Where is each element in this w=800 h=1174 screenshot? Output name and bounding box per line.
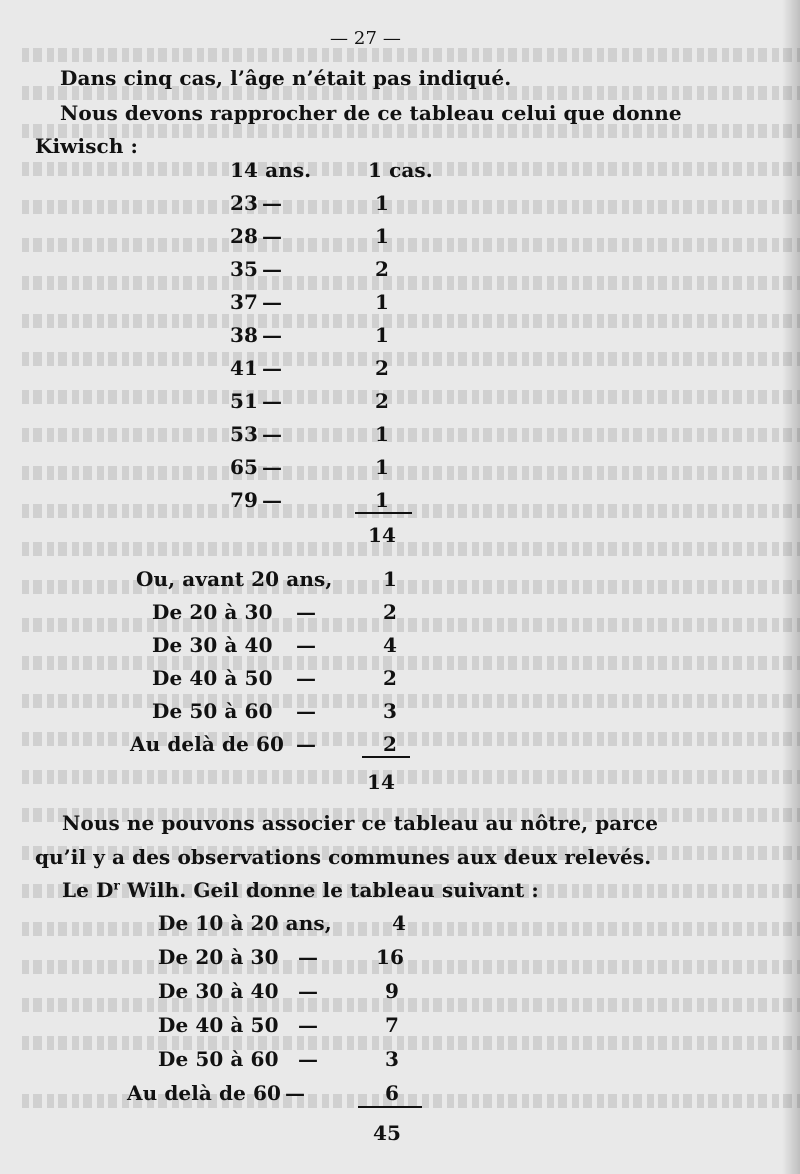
table-row-dash: — (262, 323, 283, 347)
total-rule (358, 1106, 422, 1108)
intro-line: Dans cinq cas, l’âge n’était pas indiqué. (60, 66, 512, 90)
table-row-count: 1 (375, 224, 390, 248)
table-row-dash: — (296, 666, 317, 690)
table-row-age: 53 (230, 422, 259, 446)
table-row-dash: — (298, 979, 319, 1003)
table-row-range: De 40 à 50 (152, 666, 273, 690)
table-row-age: 37 (230, 290, 259, 314)
table-row-range: De 20 à 30 (158, 945, 279, 969)
geil-rest: Wilh. Geil donne le tableau suivant : (119, 878, 539, 902)
association-line-1: Nous ne pouvons associer ce tableau au nôtre, parce (62, 811, 659, 835)
table-row-count: 1 (383, 567, 398, 591)
table-row-count: 1 (375, 290, 390, 314)
table-row-age: 41 (230, 356, 259, 380)
table-row-count: 1 (375, 422, 390, 446)
page-gutter-shadow (782, 0, 800, 1174)
table-row-range: Ou, avant 20 ans, (136, 567, 333, 591)
table-row-dash: — (296, 600, 317, 624)
table-row-range: De 20 à 30 (152, 600, 273, 624)
table-row-range: De 40 à 50 (158, 1013, 279, 1037)
table-row-range: De 10 à 20 ans, (158, 911, 332, 935)
table-row-age: 51 (230, 389, 259, 413)
table-row-dash: — (298, 1013, 319, 1037)
table-row-count: 1 (375, 191, 390, 215)
table-row-count: 4 (392, 911, 407, 935)
table-row-count: 7 (385, 1013, 400, 1037)
table-row-count: 3 (385, 1047, 400, 1071)
table-row-count: 16 (376, 945, 405, 969)
table-row-count: 2 (375, 389, 390, 413)
table-row-dash: — (262, 389, 283, 413)
table-row-dash: — (262, 224, 283, 248)
table-row-dash: — (262, 257, 283, 281)
table-row-age: 79 (230, 488, 259, 512)
table-row-dash: — (296, 699, 317, 723)
table-row-count: 2 (383, 732, 398, 756)
table-row-range: Au delà de 60 (127, 1081, 282, 1105)
table-row-count: 1 (375, 455, 390, 479)
table-total: 14 (368, 523, 397, 547)
table-row-dash: — (296, 633, 317, 657)
table-row-dash: — (262, 191, 283, 215)
total-rule (362, 756, 410, 758)
table-row-age: 23 (230, 191, 259, 215)
table-row-dash: — (262, 290, 283, 314)
table-row-age: 38 (230, 323, 259, 347)
table-row-range: De 50 à 60 (158, 1047, 279, 1071)
table-row-count: 9 (385, 979, 400, 1003)
table-row-count: 4 (383, 633, 398, 657)
table-row-range: De 30 à 40 (158, 979, 279, 1003)
total-rule (355, 512, 412, 514)
table-row-count: 1 (375, 488, 390, 512)
table-row-count: 1 (375, 323, 390, 347)
table-row-count: 2 (383, 666, 398, 690)
table-row-dash: — (298, 945, 319, 969)
kiwisch-intro-line-2: Kiwisch : (35, 134, 139, 158)
geil-superscript: r (113, 878, 120, 893)
geil-intro-line (62, 878, 539, 902)
table-row-dash: — (262, 356, 283, 380)
table-row-count: 2 (383, 600, 398, 624)
table-row-dash: — (296, 732, 317, 756)
table-row-dash: — (262, 455, 283, 479)
table-row-dash: — (262, 488, 283, 512)
table-row-dash: — (298, 1047, 319, 1071)
association-line-2: qu’il y a des observations communes aux deux relevés. (35, 845, 652, 869)
table-row-dash: — (285, 1081, 306, 1105)
table-row-age: 28 (230, 224, 259, 248)
table-row-count: 2 (375, 356, 390, 380)
table-total: 45 (373, 1121, 402, 1145)
table-row-age: 14 ans. (230, 158, 312, 182)
kiwisch-intro-line-1: Nous devons rapprocher de ce tableau celui que donne (60, 101, 682, 125)
table-row-count: 3 (383, 699, 398, 723)
table-row-count: 2 (375, 257, 390, 281)
table-row-age: 35 (230, 257, 259, 281)
table-row-count: 6 (385, 1081, 400, 1105)
geil-prefix: Le D (62, 878, 114, 902)
table-total: 14 (367, 770, 396, 794)
table-row-age: 65 (230, 455, 259, 479)
table-row-dash: — (262, 422, 283, 446)
table-row-range: De 30 à 40 (152, 633, 273, 657)
page-number: — 27 — (330, 28, 401, 49)
table-row-range: Au delà de 60 (130, 732, 285, 756)
table-row-range: De 50 à 60 (152, 699, 273, 723)
table-row-count: 1 cas. (368, 158, 433, 182)
